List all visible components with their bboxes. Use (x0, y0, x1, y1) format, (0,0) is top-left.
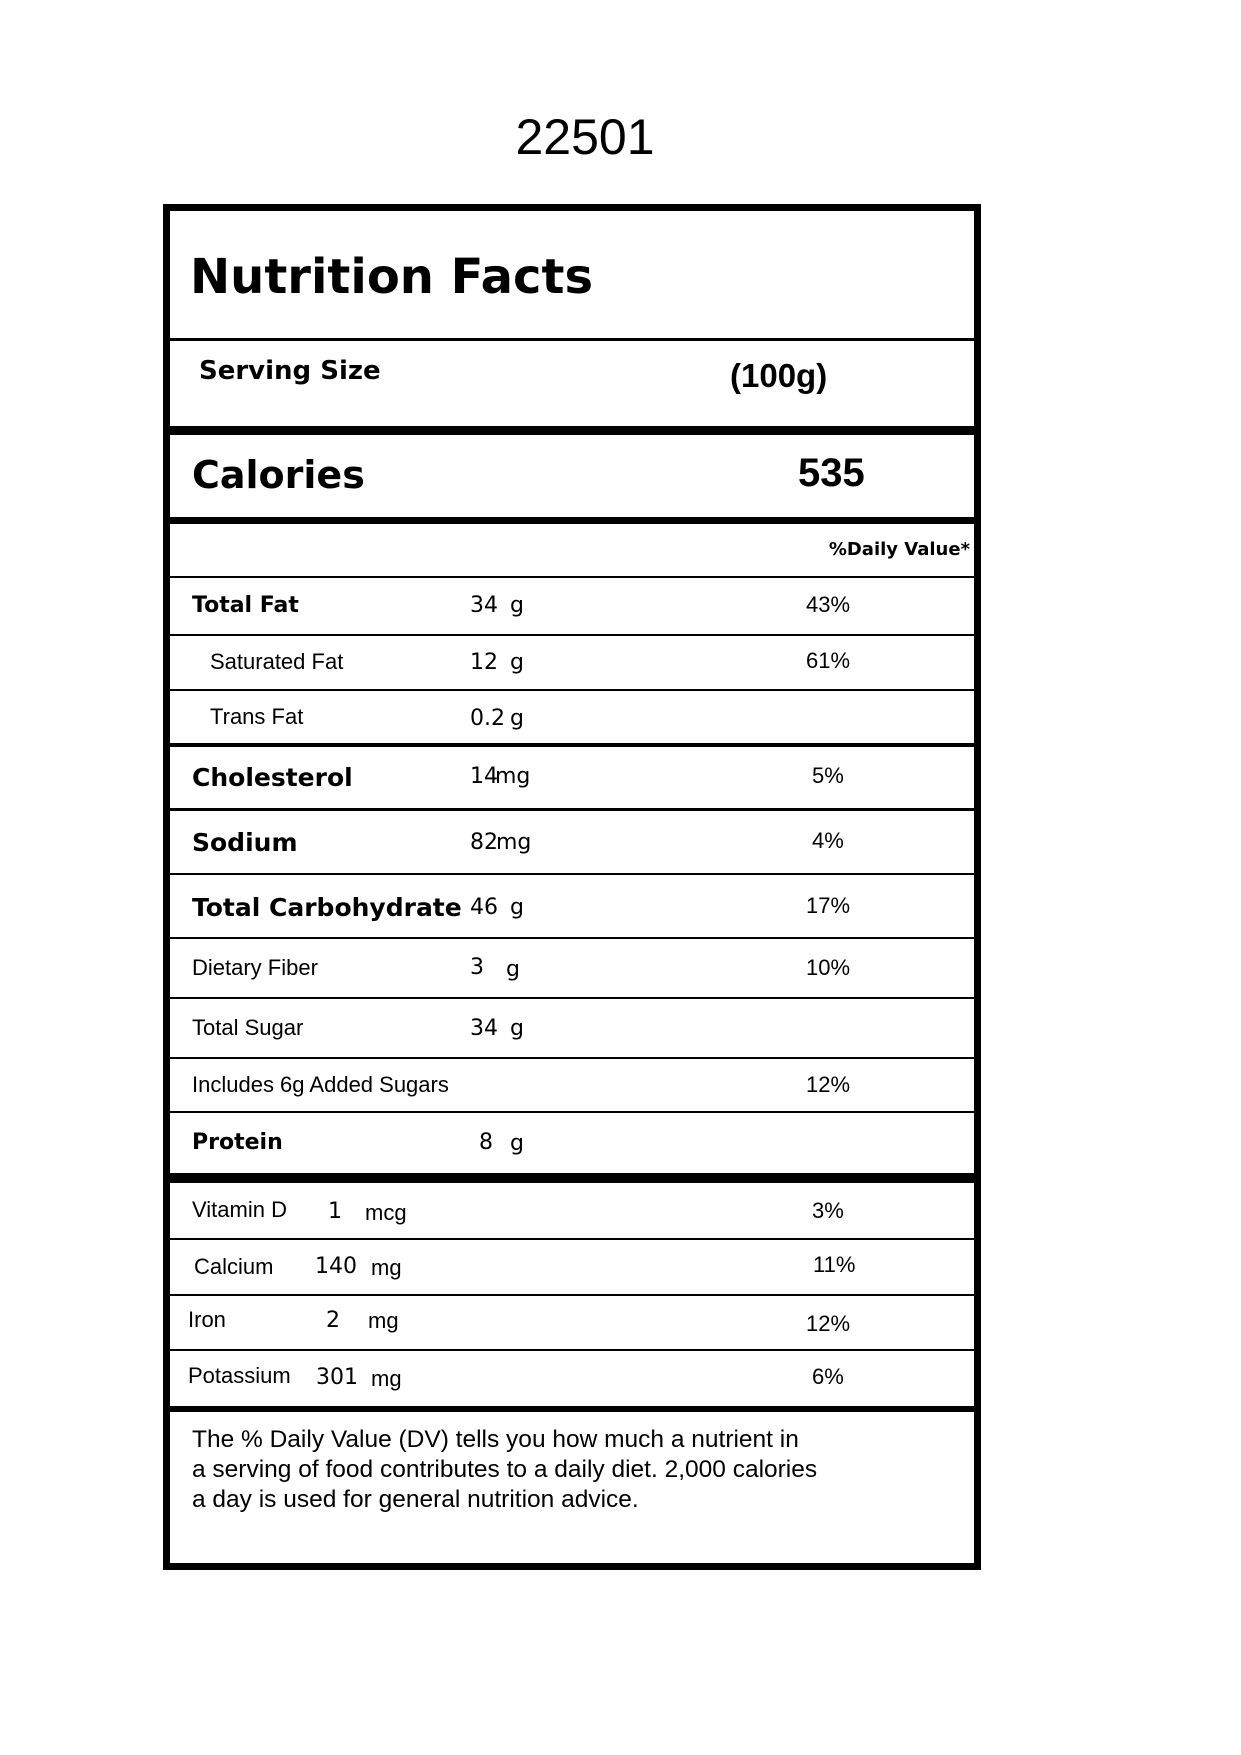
vitamin-name: Calcium (194, 1254, 274, 1279)
footnote (192, 1425, 817, 1515)
nutrient-unit: mg (496, 830, 532, 855)
vitamin-dv: 12% (806, 1311, 851, 1336)
nutrient-amount: 0.2 (470, 706, 505, 731)
vitamin-amount: 1 (328, 1199, 342, 1224)
nutrient-amount: 46 (470, 895, 498, 920)
nutrient-name: Protein (192, 1130, 283, 1155)
nutrient-row (170, 811, 974, 873)
nutrient-unit: g (510, 1016, 524, 1041)
nutrition-label (163, 204, 981, 1570)
footnote-line: a day is used for general nutrition advice. (192, 1486, 639, 1513)
vitamin-dv: 11% (813, 1252, 856, 1277)
nutrient-name: Saturated Fat (210, 649, 344, 674)
nutrient-name: Sodium (192, 828, 298, 857)
vitamin-row (170, 1183, 974, 1238)
calories-value: 535 (798, 451, 865, 495)
nutrient-row (170, 1113, 974, 1173)
serving-size-value: (100g) (730, 357, 828, 394)
daily-value-header: %Daily Value* (828, 539, 970, 560)
vitamin-unit: mcg (365, 1200, 407, 1225)
vitamin-unit: mg (371, 1366, 402, 1391)
nutrient-row (170, 939, 974, 997)
divider-thick (170, 426, 974, 435)
vitamin-amount: 140 (315, 1254, 357, 1279)
vitamin-row (170, 1296, 974, 1349)
nutrient-name: Includes 6g Added Sugars (192, 1072, 449, 1097)
nutrient-dv: 17% (806, 893, 851, 918)
vitamin-amount: 301 (316, 1365, 358, 1390)
nutrient-name: Trans Fat (210, 704, 304, 729)
nutrient-name: Total Sugar (192, 1015, 304, 1040)
product-code: 22501 (515, 109, 655, 165)
nutrient-row (170, 691, 974, 743)
vitamin-unit: mg (371, 1255, 402, 1280)
nutrient-amount: 3 (470, 955, 484, 980)
footnote-line: a serving of food contributes to a daily diet. 2,000 calories (192, 1456, 818, 1483)
nutrient-name: Cholesterol (192, 763, 353, 792)
nutrient-amount: 8 (479, 1130, 493, 1155)
vitamin-row (170, 1351, 974, 1406)
nutrient-row (170, 1059, 974, 1111)
footnote-line: The % Daily Value (DV) tells you how much a nutrient in (192, 1426, 799, 1453)
nutrient-amount: 14 (470, 764, 498, 789)
nutrient-unit: g (510, 593, 524, 618)
nutrient-name: Dietary Fiber (192, 955, 318, 980)
calories-label: Calories (192, 453, 365, 497)
vitamin-amount: 2 (326, 1308, 340, 1333)
divider-thick (170, 1406, 974, 1412)
vitamin-dv: 3% (812, 1198, 844, 1223)
label-title: Nutrition Facts (190, 249, 594, 305)
nutrient-unit: g (510, 1131, 524, 1156)
vitamin-row (170, 1240, 974, 1294)
nutrient-dv: 61% (806, 648, 851, 673)
nutrient-name: Total Fat (192, 593, 299, 618)
nutrient-unit: g (510, 895, 524, 920)
vitamin-name: Potassium (188, 1363, 291, 1388)
nutrient-row (170, 636, 974, 689)
nutrient-row (170, 875, 974, 937)
nutrient-unit: mg (495, 764, 531, 789)
nutrient-unit: g (510, 650, 524, 675)
nutrient-name: Total Carbohydrate (192, 893, 462, 922)
divider-thick (170, 1173, 974, 1183)
nutrient-amount: 12 (470, 650, 498, 675)
nutrient-dv: 4% (812, 828, 844, 853)
vitamin-name: Iron (188, 1307, 226, 1332)
divider-thick (170, 517, 974, 524)
vitamin-name: Vitamin D (192, 1197, 287, 1222)
nutrient-dv: 5% (812, 763, 844, 788)
nutrient-row (170, 999, 974, 1057)
nutrient-row (170, 747, 974, 808)
nutrient-dv: 12% (806, 1072, 851, 1097)
nutrient-row (170, 578, 974, 634)
nutrient-unit: g (510, 706, 524, 731)
serving-size-label: Serving Size (199, 356, 381, 386)
nutrient-dv: 10% (806, 955, 851, 980)
nutrient-amount: 82 (470, 830, 498, 855)
nutrient-amount: 34 (470, 1016, 498, 1041)
nutrient-unit: g (506, 957, 520, 982)
nutrient-dv: 43% (806, 592, 851, 617)
vitamin-dv: 6% (812, 1364, 844, 1389)
nutrient-amount: 34 (470, 593, 498, 618)
vitamin-unit: mg (368, 1308, 399, 1333)
